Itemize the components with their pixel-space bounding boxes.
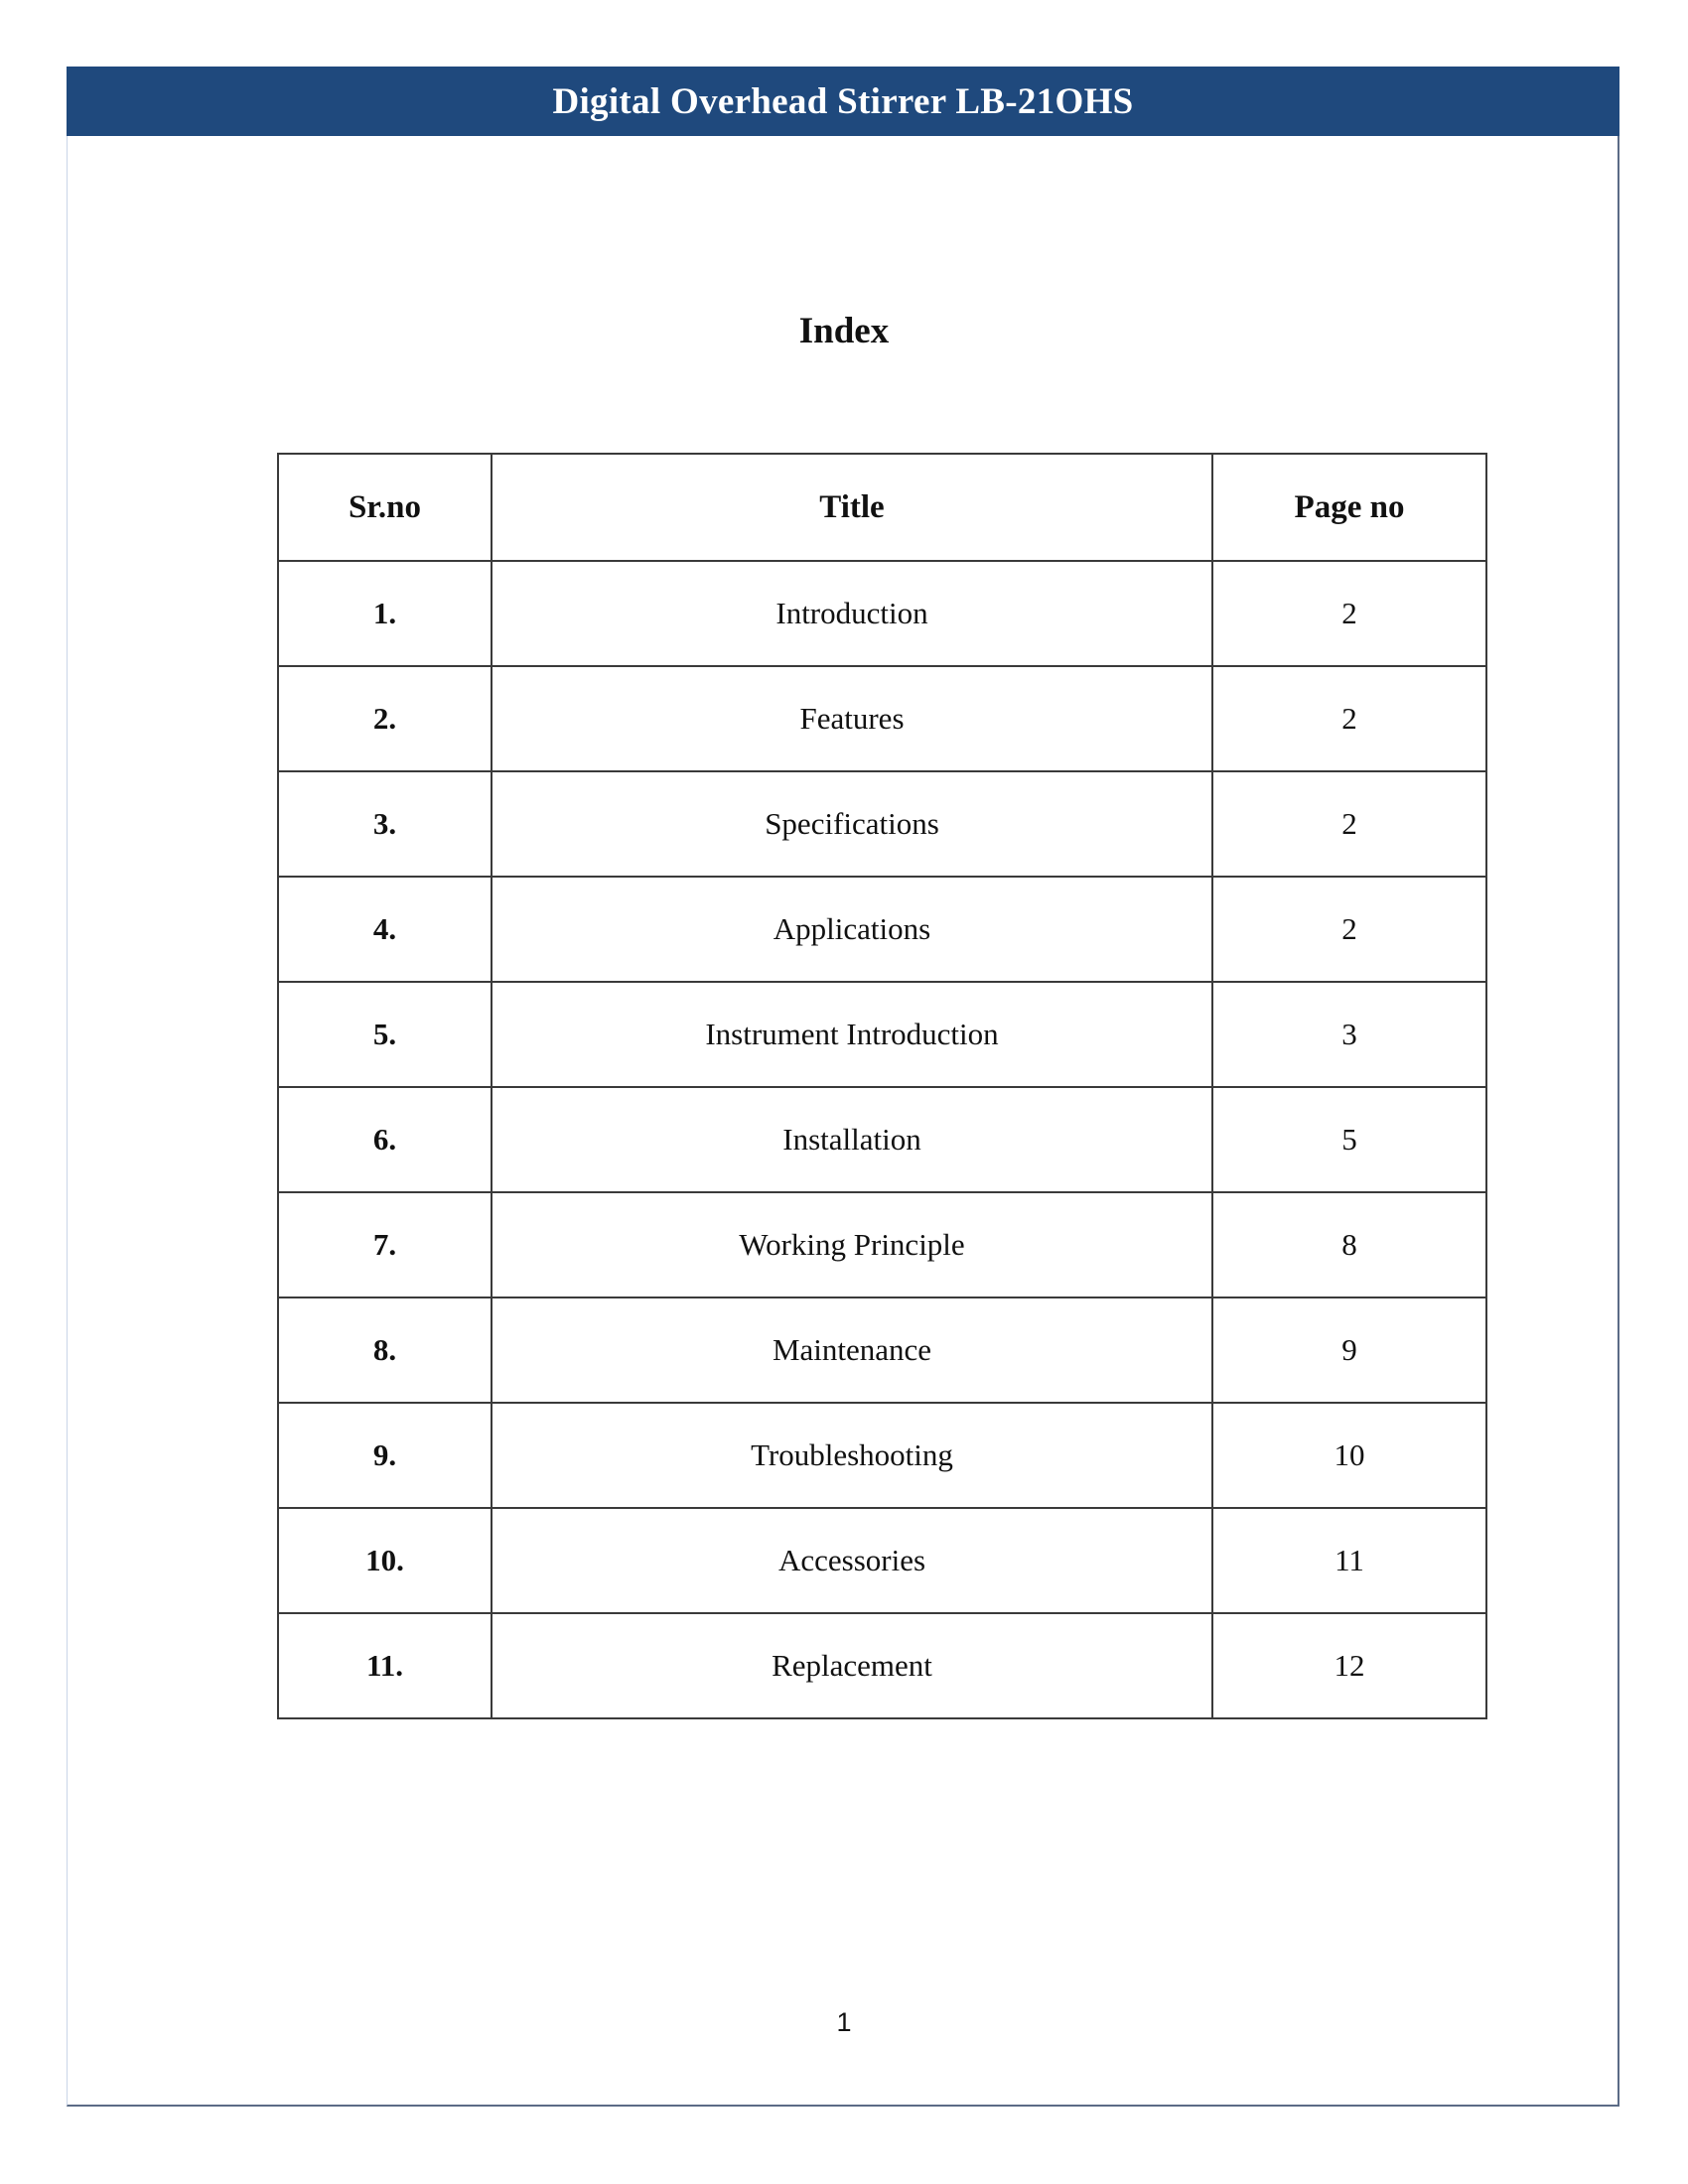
table-row (278, 1508, 1486, 1613)
title-cell: Installation (492, 1087, 1212, 1192)
sr-no-cell: 4. (278, 877, 492, 982)
title-cell: Instrument Introduction (492, 982, 1212, 1087)
column-header-page-no: Page no (1212, 454, 1486, 561)
page-no-cell: 11 (1212, 1508, 1486, 1613)
title-cell: Applications (492, 877, 1212, 982)
page-no-cell: 2 (1212, 666, 1486, 771)
page-no-cell: 10 (1212, 1403, 1486, 1508)
table-header-row (278, 454, 1486, 561)
title-cell: Replacement (492, 1613, 1212, 1718)
page-no-cell: 12 (1212, 1613, 1486, 1718)
page-no-cell: 3 (1212, 982, 1486, 1087)
page-no-cell: 2 (1212, 877, 1486, 982)
sr-no-cell: 11. (278, 1613, 492, 1718)
page-no-cell: 9 (1212, 1297, 1486, 1403)
page-no-cell: 5 (1212, 1087, 1486, 1192)
document-header (67, 67, 1619, 136)
table-row (278, 771, 1486, 877)
sr-no-cell: 8. (278, 1297, 492, 1403)
table-row (278, 561, 1486, 666)
title-cell: Maintenance (492, 1297, 1212, 1403)
table-row (278, 1297, 1486, 1403)
sr-no-cell: 9. (278, 1403, 492, 1508)
column-header-title: Title (492, 454, 1212, 561)
sr-no-cell: 3. (278, 771, 492, 877)
sr-no-cell: 7. (278, 1192, 492, 1297)
page-no-cell: 2 (1212, 561, 1486, 666)
index-heading: Index (798, 311, 890, 351)
title-cell: Working Principle (492, 1192, 1212, 1297)
table-row (278, 666, 1486, 771)
table-row (278, 1192, 1486, 1297)
sr-no-cell: 1. (278, 561, 492, 666)
table-row (278, 1613, 1486, 1718)
page-number: 1 (836, 2007, 852, 2037)
sr-no-cell: 2. (278, 666, 492, 771)
page-no-cell: 8 (1212, 1192, 1486, 1297)
sr-no-cell: 10. (278, 1508, 492, 1613)
column-header-sr-no: Sr.no (278, 454, 492, 561)
sr-no-cell: 6. (278, 1087, 492, 1192)
sr-no-cell: 5. (278, 982, 492, 1087)
title-cell: Accessories (492, 1508, 1212, 1613)
table-row (278, 982, 1486, 1087)
title-cell: Introduction (492, 561, 1212, 666)
document-title: Digital Overhead Stirrer LB-21OHS (552, 80, 1134, 122)
title-cell: Specifications (492, 771, 1212, 877)
title-cell: Features (492, 666, 1212, 771)
table-row (278, 1087, 1486, 1192)
page-no-cell: 2 (1212, 771, 1486, 877)
table-row (278, 877, 1486, 982)
table-row (278, 1403, 1486, 1508)
title-cell: Troubleshooting (492, 1403, 1212, 1508)
index-table (277, 453, 1487, 1719)
